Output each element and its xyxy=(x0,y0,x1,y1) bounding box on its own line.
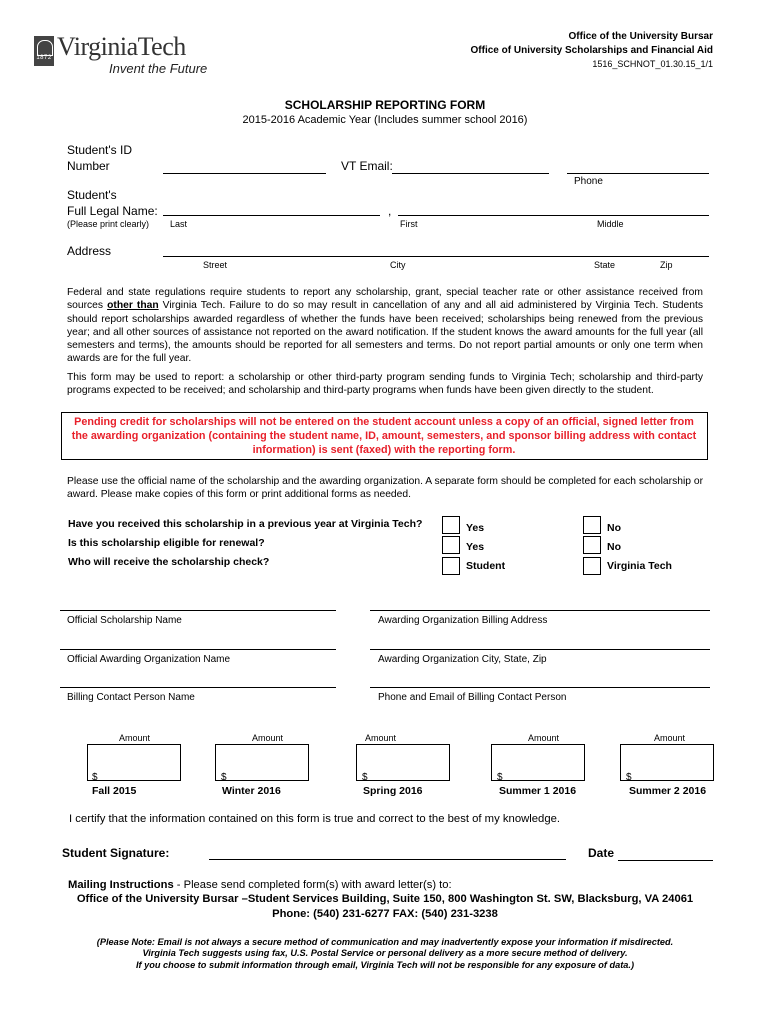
vt-email-label: VT Email: xyxy=(341,159,393,173)
logo-emblem-arch xyxy=(37,40,53,56)
address-field[interactable] xyxy=(163,256,709,257)
org-name-label: Official Awarding Organization Name xyxy=(67,654,231,665)
amount-box-summer1[interactable] xyxy=(491,744,585,781)
question-check-recipient: Who will receive the scholarship check? xyxy=(68,556,270,568)
last-label: Last xyxy=(170,219,188,229)
certification-statement: I certify that the information contained on this form is true and correct to the best of my knowledge. xyxy=(69,813,561,825)
mailing-text: - Please send completed form(s) with award letter(s) to: xyxy=(173,879,452,891)
contact-phone-label: Phone and Email of Billing Contact Person xyxy=(378,692,567,703)
org-name-field[interactable] xyxy=(60,649,336,650)
state-label: State xyxy=(594,260,616,270)
term-winter: Winter 2016 xyxy=(222,785,281,797)
security-note-line-3: If you choose to submit information through email, Virginia Tech will not be responsible for any exposure of data.) xyxy=(135,960,635,970)
contact-person-field[interactable] xyxy=(60,687,336,688)
previous-year-yes-checkbox[interactable] xyxy=(442,516,460,534)
contact-person-label: Billing Contact Person Name xyxy=(67,692,195,703)
renewal-no-checkbox[interactable] xyxy=(583,536,601,554)
logo-wordmark: VirginiaTech xyxy=(57,32,186,61)
previous-year-yes-label: Yes xyxy=(466,522,485,534)
other-than-emphasis: other than xyxy=(107,300,159,312)
amount-label-fall: Amount xyxy=(119,733,151,743)
form-title: SCHOLARSHIP REPORTING FORM xyxy=(284,98,486,112)
address-label: Address xyxy=(67,244,112,258)
org-city-label: Awarding Organization City, State, Zip xyxy=(378,654,547,665)
city-label: City xyxy=(390,260,406,270)
amount-label-spring: Amount xyxy=(365,733,397,743)
scholarship-name-label: Official Scholarship Name xyxy=(67,615,182,626)
org-city-field[interactable] xyxy=(370,649,710,650)
dollar-winter: $ xyxy=(221,772,227,783)
student-id-field[interactable] xyxy=(163,173,326,174)
security-note-line-1: (Please Note: Email is not always a secure method of communication and may inadvertently expose your information if misdirected. xyxy=(96,937,674,947)
term-summer1: Summer 1 2016 xyxy=(499,785,577,797)
term-fall: Fall 2015 xyxy=(92,785,137,797)
previous-year-no-label: No xyxy=(607,522,621,534)
regulations-paragraph xyxy=(67,286,703,366)
middle-label: Middle xyxy=(597,219,624,229)
term-summer2: Summer 2 2016 xyxy=(629,785,707,797)
recipient-student-label: Student xyxy=(466,560,506,572)
amount-box-winter[interactable] xyxy=(215,744,309,781)
previous-year-no-checkbox[interactable] xyxy=(583,516,601,534)
renewal-yes-checkbox[interactable] xyxy=(442,536,460,554)
dollar-fall: $ xyxy=(92,772,98,783)
question-previous-year: Have you received this scholarship in a previous year at Virginia Tech? xyxy=(68,518,423,530)
full-name-label-2: Full Legal Name: xyxy=(67,204,158,218)
scholarship-name-field[interactable] xyxy=(60,610,336,611)
student-id-label-2: Number xyxy=(67,159,110,173)
official-name-paragraph: Please use the official name of the scholarship and the awarding organization. A separate form should be completed for each scholarship or award. Please make copies of this form or print additional forms as needed. xyxy=(67,476,703,501)
student-signature-field[interactable] xyxy=(209,859,566,860)
regulations-text-b: Virginia Tech. Failure to do so may result in cancellation of any and all aid administered by Virginia Tech. Students should report scholarships awarded regardless of whether the funds have been received; scholarships being renewed from the previous year; and all other sources of assistance not reported on the award notification. If the student knows the award amounts for the full year (all semesters and terms), the amounts should be reported for all semesters and terms. Do not report partial amounts or only one term when awards are for the full year. xyxy=(67,300,703,365)
form-code: 1516_SCHNOT_01.30.15_1/1 xyxy=(592,59,713,69)
renewal-no-label: No xyxy=(607,541,621,553)
logo xyxy=(34,32,234,80)
security-note-line-2: Virginia Tech suggests using fax, U.S. Postal Service or personal delivery as a more secure method of delivery. xyxy=(142,948,628,958)
full-name-label-1: Student's xyxy=(67,188,117,202)
term-spring: Spring 2016 xyxy=(363,785,423,797)
contact-phone-field[interactable] xyxy=(370,687,710,688)
logo-year: 1872 xyxy=(36,55,52,61)
mailing-instructions xyxy=(68,879,452,891)
office-bursar: Office of the University Bursar xyxy=(568,31,713,42)
amount-label-summer1: Amount xyxy=(528,733,560,743)
office-scholarships: Office of University Scholarships and Financial Aid xyxy=(470,45,713,56)
recipient-vt-label: Virginia Tech xyxy=(607,560,672,572)
amount-box-fall[interactable] xyxy=(87,744,181,781)
student-signature-label: Student Signature: xyxy=(62,846,170,860)
date-field[interactable] xyxy=(618,860,713,861)
zip-label: Zip xyxy=(660,260,673,270)
dollar-summer2: $ xyxy=(626,772,632,783)
mailing-address: Office of the University Bursar –Student Services Building, Suite 150, 800 Washington St. SW, Blacksburg, VA 24061 xyxy=(76,893,694,905)
first-middle-name-field[interactable] xyxy=(398,215,709,216)
usage-paragraph: This form may be used to report: a scholarship or other third-party program sending funds to Virginia Tech; scholarship and third-party programs expected to be received; and scholarship and third-party programs when funds have been given directly to the student. xyxy=(67,372,703,397)
dollar-spring: $ xyxy=(362,772,368,783)
recipient-student-checkbox[interactable] xyxy=(442,557,460,575)
billing-address-label: Awarding Organization Billing Address xyxy=(378,615,548,626)
street-label: Street xyxy=(203,260,228,270)
question-renewal: Is this scholarship eligible for renewal? xyxy=(68,537,265,549)
recipient-vt-checkbox[interactable] xyxy=(583,557,601,575)
dollar-summer1: $ xyxy=(497,772,503,783)
first-label: First xyxy=(400,219,418,229)
billing-address-field[interactable] xyxy=(370,610,710,611)
amount-box-summer2[interactable] xyxy=(620,744,714,781)
mailing-label: Mailing Instructions xyxy=(68,879,174,891)
name-comma: , xyxy=(388,204,392,218)
student-id-label-1: Student's ID xyxy=(67,143,132,157)
mailing-phone-fax: Phone: (540) 231-6277 FAX: (540) 231-3238 xyxy=(272,908,498,920)
vt-email-field[interactable] xyxy=(392,173,549,174)
form-subtitle: 2015-2016 Academic Year (Includes summer school 2016) xyxy=(242,114,528,126)
regulations-text-a: Federal and state regulations require students to report any scholarship, grant, special teacher rate or other assistance received from sources xyxy=(67,287,703,312)
print-clearly-note: (Please print clearly) xyxy=(67,219,150,229)
renewal-yes-label: Yes xyxy=(466,541,485,553)
phone-label: Phone xyxy=(574,176,603,187)
logo-tagline: Invent the Future xyxy=(109,61,208,76)
pending-credit-notice: Pending credit for scholarships will not be entered on the student account unless a copy of an official, signed letter from the awarding organization (containing the student name, ID, amount, semesters, and sponsor billing address with contact information) is sent (faxed) with the reporting form. xyxy=(71,416,697,457)
amount-label-summer2: Amount xyxy=(654,733,686,743)
date-label: Date xyxy=(588,846,615,860)
amount-box-spring[interactable] xyxy=(356,744,450,781)
amount-label-winter: Amount xyxy=(252,733,284,743)
phone-field[interactable] xyxy=(567,173,709,174)
last-name-field[interactable] xyxy=(163,215,380,216)
